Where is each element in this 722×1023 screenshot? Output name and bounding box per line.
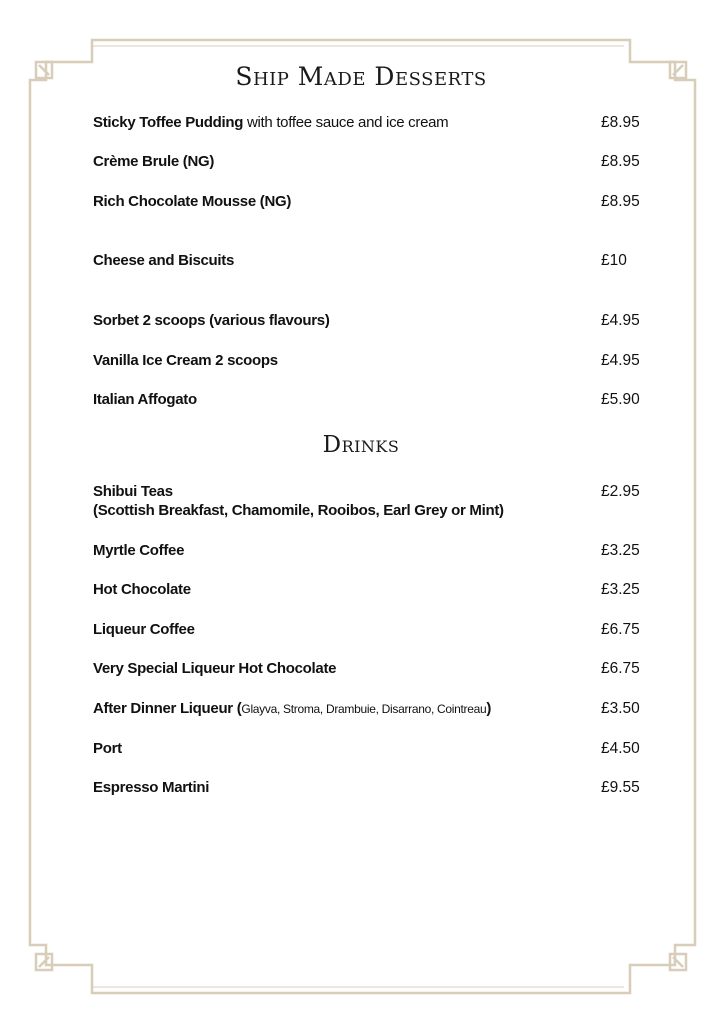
menu-item-vanilla-ice-cream bbox=[93, 352, 278, 369]
menu-item-after-dinner-liqueur bbox=[93, 700, 491, 717]
item-name: Hot Chocolate bbox=[93, 581, 191, 598]
item-name: Liqueur Coffee bbox=[93, 621, 195, 638]
item-price: £6.75 bbox=[601, 621, 640, 638]
menu-item-cheese-biscuits bbox=[93, 252, 234, 269]
item-price: £4.95 bbox=[601, 352, 640, 369]
menu-item-chocolate-mousse bbox=[93, 193, 291, 210]
item-name: Crème Brule (NG) bbox=[93, 153, 215, 170]
item-name: Espresso Martini bbox=[93, 779, 210, 796]
item-name: Very Special Liqueur Hot Chocolate bbox=[93, 660, 337, 677]
item-name: Rich Chocolate Mousse (NG) bbox=[93, 193, 292, 210]
item-variants: (Scottish Breakfast, Chamomile, Rooibos, Earl Grey or Mint) bbox=[93, 502, 504, 519]
item-name: Italian Affogato bbox=[93, 391, 197, 408]
item-price: £3.25 bbox=[601, 542, 640, 559]
item-variants: Glayva, Stroma, Drambuie, Disarrano, Cointreau bbox=[241, 702, 487, 716]
menu-item-sorbet bbox=[93, 312, 330, 329]
item-price: £3.25 bbox=[601, 581, 640, 598]
drinks-title: Drinks bbox=[322, 432, 400, 458]
menu-item-espresso-martini bbox=[93, 779, 209, 796]
menu-item-shibui-teas bbox=[93, 483, 504, 519]
item-price: £9.55 bbox=[601, 779, 640, 796]
item-name: Sticky Toffee Pudding bbox=[93, 114, 244, 131]
item-name: After Dinner Liqueur ( bbox=[93, 700, 242, 717]
item-price: £4.95 bbox=[601, 312, 640, 329]
item-price: £8.95 bbox=[601, 153, 640, 170]
item-name: Vanilla Ice Cream 2 scoops bbox=[93, 352, 278, 369]
menu-item-liqueur-hot-chocolate bbox=[93, 660, 336, 677]
menu-item-sticky-toffee bbox=[93, 114, 448, 131]
item-name: Myrtle Coffee bbox=[93, 542, 185, 559]
item-name: Port bbox=[93, 740, 122, 757]
menu-item-creme-brule bbox=[93, 153, 214, 170]
menu-item-myrtle-coffee bbox=[93, 542, 184, 559]
desserts-title: Ship Made Desserts bbox=[235, 62, 487, 91]
closing-paren: ) bbox=[486, 700, 492, 717]
item-price: £2.95 bbox=[601, 483, 640, 500]
item-price: £10 bbox=[601, 252, 627, 269]
item-price: £6.75 bbox=[601, 660, 640, 677]
item-price: £4.50 bbox=[601, 740, 640, 757]
menu-item-hot-chocolate bbox=[93, 581, 191, 598]
item-price: £5.90 bbox=[601, 391, 640, 408]
item-name: Shibui Teas bbox=[93, 483, 173, 500]
menu-item-affogato bbox=[93, 391, 197, 408]
item-name: Cheese and Biscuits bbox=[93, 252, 235, 269]
item-description: with toffee sauce and ice cream bbox=[243, 114, 449, 131]
item-price: £3.50 bbox=[601, 700, 640, 717]
item-price: £8.95 bbox=[601, 193, 640, 210]
menu-item-liqueur-coffee bbox=[93, 621, 195, 638]
item-name: Sorbet 2 scoops (various flavours) bbox=[93, 312, 330, 329]
menu-item-port bbox=[93, 740, 122, 757]
item-price: £8.95 bbox=[601, 114, 640, 131]
